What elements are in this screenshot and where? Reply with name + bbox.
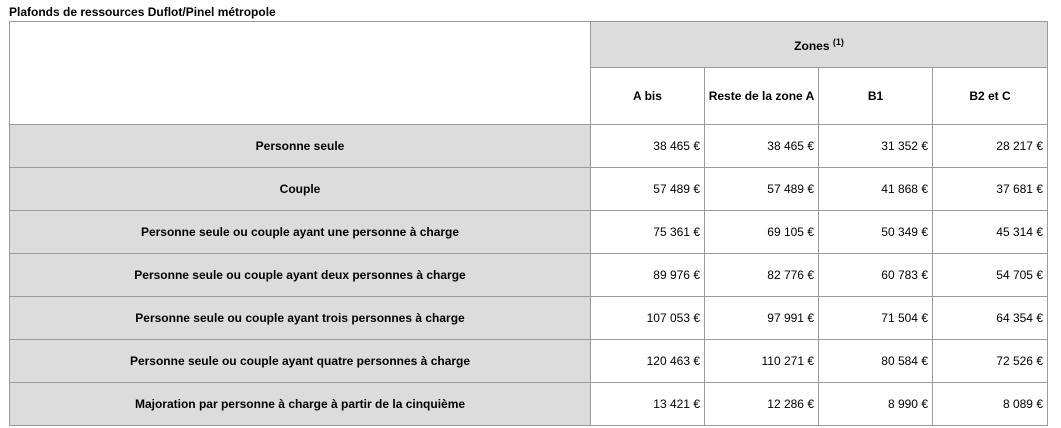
table-cell: 57 489 € (591, 168, 705, 211)
table-row (10, 254, 1048, 297)
table-cell: 31 352 € (819, 125, 933, 168)
table-cell: 107 053 € (591, 297, 705, 340)
table-cell: 64 354 € (933, 297, 1048, 340)
table-row (10, 211, 1048, 254)
table-row (10, 340, 1048, 383)
table-cell: 57 489 € (705, 168, 819, 211)
table-cell: 38 465 € (591, 125, 705, 168)
table-cell: 69 105 € (705, 211, 819, 254)
table-cell: 89 976 € (591, 254, 705, 297)
table-cell: 97 991 € (705, 297, 819, 340)
table-row (10, 383, 1048, 426)
table-cell: 37 681 € (933, 168, 1048, 211)
table-corner-cell (10, 22, 591, 125)
table-cell: 71 504 € (819, 297, 933, 340)
row-label: Couple (10, 168, 591, 211)
table-cell: 41 868 € (819, 168, 933, 211)
row-label: Personne seule ou couple ayant trois personnes à charge (10, 297, 591, 340)
table-cell: 80 584 € (819, 340, 933, 383)
table-cell: 110 271 € (705, 340, 819, 383)
resource-ceiling-table (9, 21, 1048, 426)
table-cell: 8 990 € (819, 383, 933, 426)
table-cell: 12 286 € (705, 383, 819, 426)
table-cell: 120 463 € (591, 340, 705, 383)
table-cell: 82 776 € (705, 254, 819, 297)
column-header-b2-c: B2 et C (933, 68, 1048, 125)
table-cell: 60 783 € (819, 254, 933, 297)
table-row (10, 125, 1048, 168)
table-cell: 45 314 € (933, 211, 1048, 254)
zones-header-label: Zones (794, 38, 830, 53)
column-header-reste-zone-a: Reste de la zone A (705, 68, 819, 125)
page-title: Plafonds de ressources Duflot/Pinel métropole (9, 5, 276, 19)
column-header-b1: B1 (819, 68, 933, 125)
row-label: Personne seule ou couple ayant quatre personnes à charge (10, 340, 591, 383)
row-label: Personne seule ou couple ayant deux personnes à charge (10, 254, 591, 297)
table-cell: 13 421 € (591, 383, 705, 426)
table-cell: 8 089 € (933, 383, 1048, 426)
table-cell: 54 705 € (933, 254, 1048, 297)
table-row (10, 297, 1048, 340)
row-label: Majoration par personne à charge à partir de la cinquième (10, 383, 591, 426)
zones-header (591, 22, 1048, 68)
table-cell: 28 217 € (933, 125, 1048, 168)
table-cell: 75 361 € (591, 211, 705, 254)
row-label: Personne seule (10, 125, 591, 168)
table-cell: 50 349 € (819, 211, 933, 254)
zones-footnote: (1) (832, 36, 844, 47)
table-cell: 38 465 € (705, 125, 819, 168)
table-cell: 72 526 € (933, 340, 1048, 383)
row-label: Personne seule ou couple ayant une personne à charge (10, 211, 591, 254)
table-row (10, 168, 1048, 211)
column-header-a-bis: A bis (591, 68, 705, 125)
